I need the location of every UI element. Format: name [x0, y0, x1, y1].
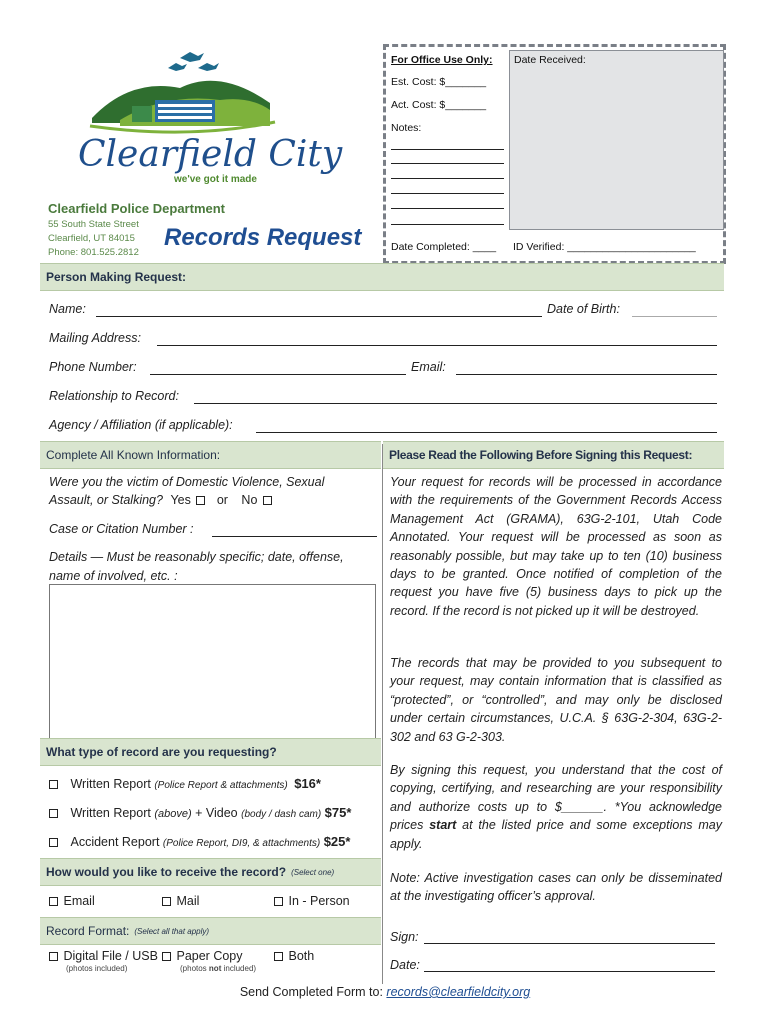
in-person-checkbox[interactable]: [274, 897, 283, 906]
read-before-title: Please Read the Following Before Signing this Request:: [389, 448, 693, 462]
notes-line: [391, 224, 504, 225]
relationship-input[interactable]: [194, 403, 717, 404]
cost-text-bold: start: [429, 818, 457, 833]
name-input[interactable]: [96, 316, 542, 317]
record-type-header: [40, 738, 381, 766]
cost-text-b: at the listed price and some exceptions may apply.: [390, 818, 722, 851]
or-label: or: [216, 493, 228, 507]
notes-line: [391, 208, 504, 209]
person-section-title: Person Making Request:: [46, 270, 187, 284]
option-label: Paper Copy: [176, 949, 243, 963]
no-checkbox[interactable]: [263, 496, 272, 505]
receive-header: [40, 858, 381, 886]
receive-hint: (Select one): [291, 867, 335, 877]
no-label: No: [241, 493, 258, 507]
est-cost-label: Est. Cost: $_______: [391, 76, 487, 88]
form-title: Records Request: [164, 224, 362, 251]
department-phone: Phone: 801.525.2812: [48, 247, 139, 258]
dob-input[interactable]: [632, 316, 717, 317]
date-completed-label: Date Completed: ____: [391, 241, 497, 253]
receive-in-person-option[interactable]: [274, 894, 350, 908]
date-input[interactable]: [424, 971, 715, 972]
date-label: Date:: [390, 958, 420, 972]
record-option-written-video[interactable]: [49, 805, 351, 820]
record-type-title: What type of record are you requesting?: [46, 745, 277, 759]
email-label: Email:: [411, 360, 446, 374]
date-received-box: [509, 50, 724, 230]
known-info-title: Complete All Known Information:: [46, 448, 221, 462]
option-label: Mail: [176, 894, 200, 908]
option-note: (above): [154, 808, 192, 820]
option-plus-video: + Video: [195, 806, 238, 820]
grama-paragraph: Your request for records will be processed in accordance with the requirements of the Government Records Access Management Act (GRAMA), 63G-2-101, Utah Code Annotated. Your request will be processed as soon as reasonably possible, but may take up to ten (10) business days to be granted. Once notified of completion of the request you have five (5) business days to pick up the record. If the record is not picked up it will be destroyed.: [390, 475, 722, 618]
office-use-heading: For Office Use Only:: [391, 54, 493, 66]
details-label-line1: Details — Must be reasonably specific; date, offense,: [49, 550, 344, 564]
act-cost-label: Act. Cost: $_______: [391, 99, 487, 111]
mailing-address-input[interactable]: [157, 345, 717, 346]
written-report-checkbox[interactable]: [49, 780, 58, 789]
footer-email-link[interactable]: records@clearfieldcity.org: [386, 985, 531, 999]
option-price: $25*: [323, 834, 351, 849]
footer-prefix: Send Completed Form to:: [239, 985, 383, 999]
format-digital-option[interactable]: [49, 949, 158, 963]
both-checkbox[interactable]: [274, 952, 283, 961]
record-option-accident[interactable]: [49, 834, 350, 849]
format-title: Record Format:: [46, 924, 130, 938]
signature-input[interactable]: [424, 943, 715, 944]
dob-label: Date of Birth:: [547, 302, 620, 316]
notes-line: [391, 178, 504, 179]
option-label: Both: [288, 949, 315, 963]
option-price: $75*: [324, 805, 352, 820]
option-label: Digital File / USB: [63, 949, 158, 963]
phone-input[interactable]: [150, 374, 406, 375]
option-price: $16*: [294, 776, 321, 791]
paper-subnote-pre: (photos: [180, 964, 207, 973]
phone-label: Phone Number:: [49, 360, 137, 374]
option-label: Accident Report: [70, 835, 160, 849]
paper-subnote-bold: not: [208, 964, 222, 973]
notes-line: [391, 193, 504, 194]
yes-checkbox[interactable]: [196, 496, 205, 505]
known-info-header: [40, 441, 381, 469]
victim-question-text: Assault, or Stalking?: [49, 493, 163, 507]
case-number-label: Case or Citation Number :: [49, 522, 194, 536]
option-label: Email: [63, 894, 95, 908]
option-label: In - Person: [288, 894, 350, 908]
format-paper-option[interactable]: [162, 949, 243, 963]
details-textarea[interactable]: [49, 584, 376, 740]
name-label: Name:: [49, 302, 86, 316]
investigation-note: Note: Active investigation cases can only be disseminated at the investigating officer’s approval.: [390, 871, 722, 904]
format-hint: (Select all that apply): [134, 926, 210, 936]
option-note: (Police Report, DI9, & attachments): [162, 838, 321, 849]
notes-line: [391, 149, 504, 150]
case-number-input[interactable]: [212, 536, 377, 537]
format-both-option[interactable]: [274, 949, 314, 963]
email-input[interactable]: [456, 374, 717, 375]
sign-label: Sign:: [390, 930, 419, 944]
format-header: [40, 917, 381, 945]
clearfield-city-logo: [70, 48, 343, 198]
digital-subnote: (photos included): [66, 964, 128, 973]
department-name: Clearfield Police Department: [48, 201, 225, 216]
cost-authorization-paragraph: [390, 761, 722, 853]
id-verified-label: ID Verified: ______________________: [513, 241, 696, 253]
victim-question-line1: Were you the victim of Domestic Violence, Sexual: [49, 475, 325, 489]
details-label-line2: name of involved, etc. :: [49, 569, 178, 583]
logo-wordmark: Clearfield City: [78, 134, 343, 175]
mailing-address-label: Mailing Address:: [49, 331, 141, 345]
victim-question-line2: [49, 493, 272, 507]
agency-input[interactable]: [256, 432, 717, 433]
paper-subnote: [180, 964, 256, 973]
option-note: (body / dash cam): [241, 809, 322, 820]
accident-report-checkbox[interactable]: [49, 838, 58, 847]
receive-title: How would you like to receive the record?: [46, 865, 287, 879]
receive-mail-option[interactable]: [162, 894, 199, 908]
footer: [0, 985, 770, 999]
date-received-label: Date Received:: [514, 54, 586, 66]
record-option-written[interactable]: [49, 776, 321, 791]
written-video-checkbox[interactable]: [49, 809, 58, 818]
email-checkbox[interactable]: [49, 897, 58, 906]
logo-tagline: we've got it made: [174, 174, 257, 185]
protected-records-paragraph: The records that may be provided to you subsequent to your request, may contain information that is classified as “protected”, or “controlled”, and may only be disclosed under certain circumstances, U.C.A. § 63G-2-304, 63G-2-302 and 63 G-2-303.: [390, 656, 722, 744]
department-street: 55 South State Street: [48, 219, 139, 230]
read-before-header: [383, 441, 724, 469]
notes-line: [391, 163, 504, 164]
option-label: Written Report: [70, 806, 151, 820]
cost-text-a: By signing this request, you understand that the cost of copying, certifying, and researching are your responsibility and authorize costs up to $______. *You acknowledge prices: [390, 763, 722, 833]
person-section-header: [40, 263, 724, 291]
agency-label: Agency / Affiliation (if applicable):: [49, 418, 233, 432]
column-divider: [382, 444, 383, 984]
mail-checkbox[interactable]: [162, 897, 171, 906]
digital-checkbox[interactable]: [49, 952, 58, 961]
option-label: Written Report: [70, 777, 151, 791]
relationship-label: Relationship to Record:: [49, 389, 179, 403]
yes-label: Yes: [170, 493, 191, 507]
paper-subnote-post: included): [223, 964, 257, 973]
notes-label: Notes:: [391, 122, 422, 134]
paper-checkbox[interactable]: [162, 952, 171, 961]
receive-email-option[interactable]: [49, 894, 95, 908]
department-city: Clearfield, UT 84015: [48, 233, 135, 244]
option-note: (Police Report & attachments): [154, 780, 288, 791]
